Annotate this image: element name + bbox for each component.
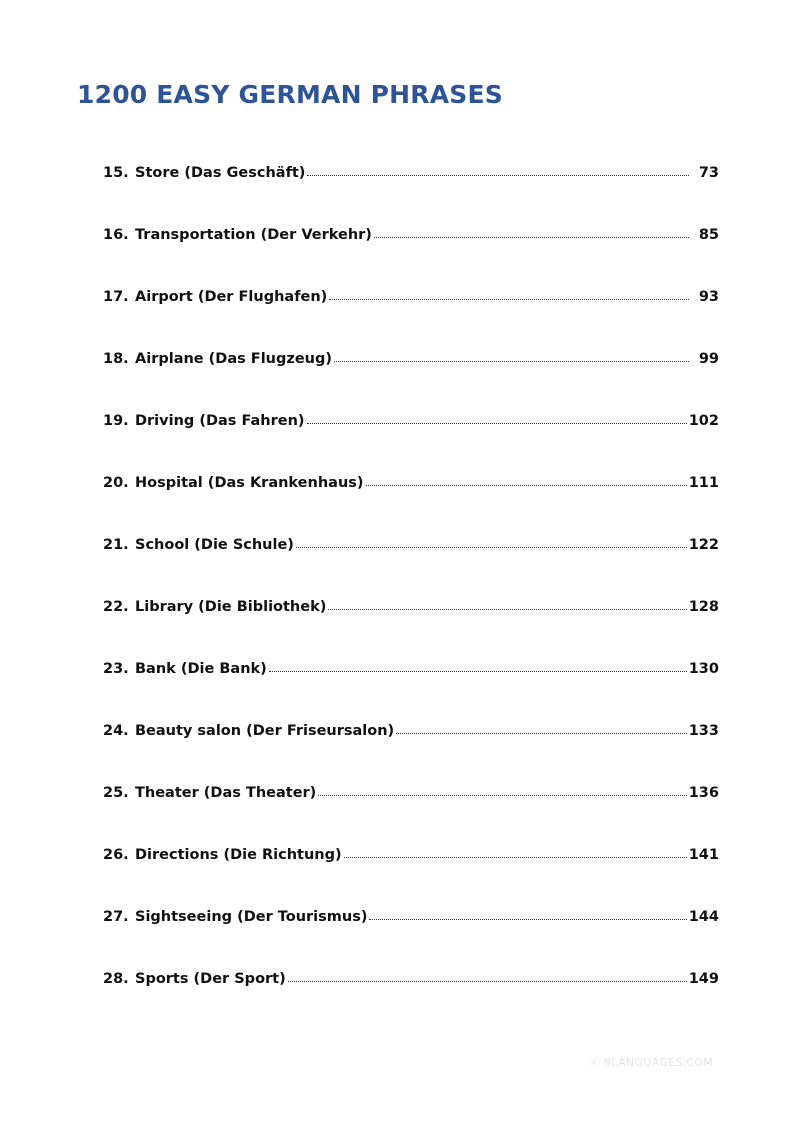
- toc-entry-number: 27.: [103, 909, 129, 925]
- toc-entry-title: Bank (Die Bank): [135, 661, 267, 677]
- toc-entry-number: 17.: [103, 289, 129, 305]
- toc-dot-leader: [366, 485, 687, 486]
- toc-entry[interactable]: [103, 281, 719, 343]
- toc-entry-number: 20.: [103, 475, 129, 491]
- toc-entry[interactable]: [103, 963, 719, 1025]
- toc-dot-leader: [344, 857, 687, 858]
- toc-entry-title: Beauty salon (Der Friseursalon): [135, 723, 395, 739]
- toc-dot-leader: [307, 175, 688, 176]
- toc-entry-page: 122: [688, 537, 719, 553]
- toc-entry-number: 24.: [103, 723, 129, 739]
- table-of-contents: [103, 157, 719, 1025]
- toc-entry[interactable]: [103, 157, 719, 219]
- toc-entry-title: Driving (Das Fahren): [135, 413, 305, 429]
- toc-entry-title: Sports (Der Sport): [135, 971, 286, 987]
- toc-entry-number: 28.: [103, 971, 129, 987]
- toc-entry-page: 93: [698, 289, 719, 305]
- toc-entry-title: Airport (Der Flughafen): [135, 289, 328, 305]
- toc-dot-leader: [374, 237, 689, 238]
- toc-entry-title: Hospital (Das Krankenhaus): [135, 475, 364, 491]
- toc-entry-title: Library (Die Bibliothek): [135, 599, 327, 615]
- toc-entry-page: 136: [688, 785, 719, 801]
- toc-dot-leader: [334, 361, 689, 362]
- toc-entry-number: 23.: [103, 661, 129, 677]
- toc-entry-page: 141: [688, 847, 719, 863]
- toc-entry-page: 149: [688, 971, 719, 987]
- toc-entry-title: Store (Das Geschäft): [135, 165, 306, 181]
- toc-dot-leader: [307, 423, 687, 424]
- toc-entry-number: 22.: [103, 599, 129, 615]
- toc-entry-page: 144: [688, 909, 719, 925]
- toc-entry[interactable]: [103, 405, 719, 467]
- toc-dot-leader: [296, 547, 687, 548]
- toc-entry-title: Airplane (Das Flugzeug): [135, 351, 332, 367]
- page-title: 1200 EASY GERMAN PHRASES: [77, 80, 503, 109]
- toc-entry-number: 25.: [103, 785, 129, 801]
- toc-entry-page: 130: [688, 661, 719, 677]
- toc-entry-number: 15.: [103, 165, 129, 181]
- toc-entry[interactable]: [103, 777, 719, 839]
- toc-entry-title: Sightseeing (Der Tourismus): [135, 909, 368, 925]
- toc-dot-leader: [269, 671, 687, 672]
- toc-entry-title: Transportation (Der Verkehr): [135, 227, 372, 243]
- toc-entry-page: 85: [698, 227, 719, 243]
- toc-entry[interactable]: [103, 467, 719, 529]
- toc-dot-leader: [288, 981, 687, 982]
- toc-entry-page: 73: [698, 165, 719, 181]
- toc-entry-title: Directions (Die Richtung): [135, 847, 342, 863]
- toc-entry[interactable]: [103, 529, 719, 591]
- toc-entry[interactable]: [103, 343, 719, 405]
- toc-entry-title: Theater (Das Theater): [135, 785, 317, 801]
- toc-entry-number: 19.: [103, 413, 129, 429]
- toc-dot-leader: [318, 795, 686, 796]
- toc-entry-title: School (Die Schule): [135, 537, 294, 553]
- toc-entry[interactable]: [103, 839, 719, 901]
- toc-entry[interactable]: [103, 653, 719, 715]
- toc-entry-page: 99: [698, 351, 719, 367]
- toc-dot-leader: [329, 299, 689, 300]
- toc-entry[interactable]: [103, 715, 719, 777]
- toc-entry-number: 26.: [103, 847, 129, 863]
- watermark: ⓒ 9LANGUAGES.COM: [589, 1056, 714, 1069]
- toc-entry-number: 16.: [103, 227, 129, 243]
- toc-entry-number: 18.: [103, 351, 129, 367]
- toc-entry[interactable]: [103, 219, 719, 281]
- toc-entry-page: 111: [688, 475, 719, 491]
- toc-dot-leader: [396, 733, 687, 734]
- toc-entry[interactable]: [103, 901, 719, 963]
- toc-entry-page: 102: [688, 413, 719, 429]
- toc-dot-leader: [328, 609, 686, 610]
- toc-entry-page: 133: [688, 723, 719, 739]
- toc-dot-leader: [369, 919, 686, 920]
- toc-entry-number: 21.: [103, 537, 129, 553]
- toc-entry-page: 128: [688, 599, 719, 615]
- toc-entry[interactable]: [103, 591, 719, 653]
